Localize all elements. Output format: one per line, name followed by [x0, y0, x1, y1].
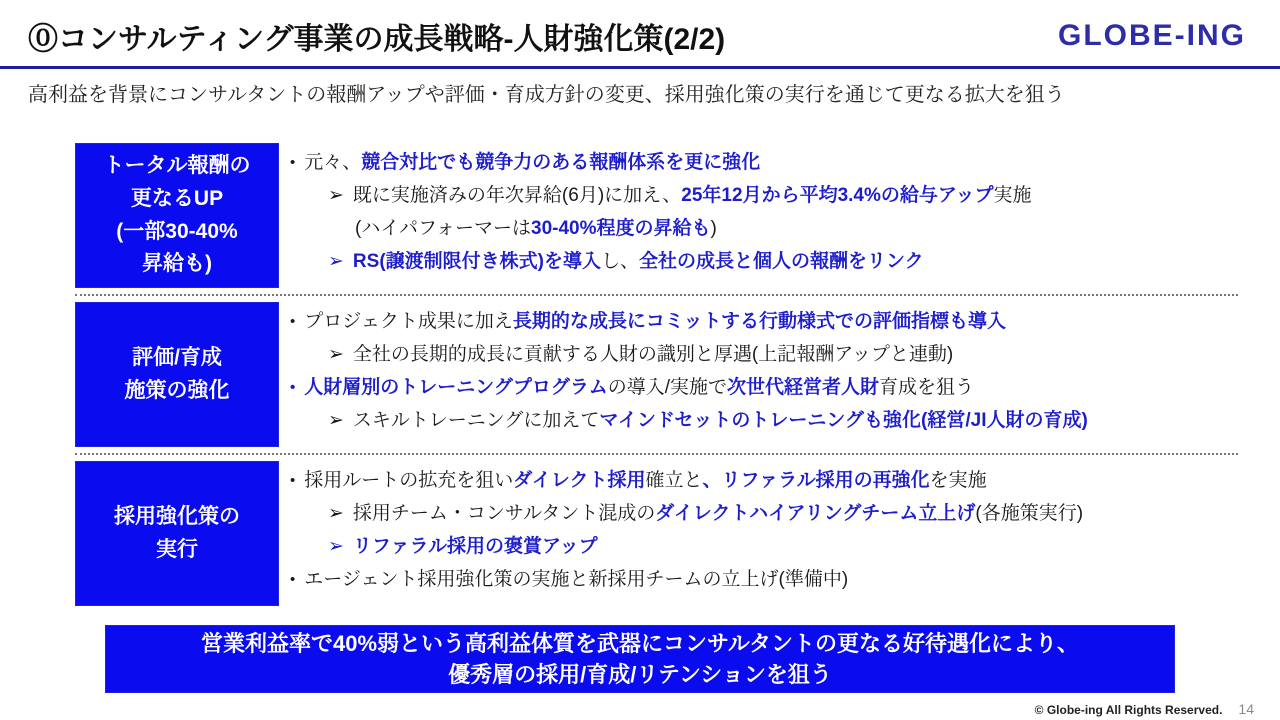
company-logo: GLOBE-ING	[1058, 19, 1246, 52]
page-title: ⓪コンサルティング事業の成長戦略-人財強化策(2/2)	[28, 23, 726, 56]
text-segment: RS(譲渡制限付き株式)を導入	[352, 251, 601, 272]
content-line	[288, 464, 1238, 497]
content-line	[288, 497, 1238, 530]
bullet-icon: •	[290, 154, 296, 171]
text-segment: ダイレクト採用	[513, 470, 646, 491]
text-segment: 25年12月から平均3.4%の給与アップ	[681, 185, 994, 206]
text-segment: スキルトレーニングに加えて	[352, 410, 600, 431]
section-label-line: 実行	[156, 537, 198, 561]
text-segment: 実施	[993, 185, 1032, 206]
page-number: 14	[1238, 701, 1254, 717]
text-segment: ダイレクトハイアリングチーム立上げ	[655, 503, 976, 524]
section-label-line: トータル報酬の	[103, 154, 251, 178]
section-label-box	[75, 302, 279, 447]
summary-banner	[105, 625, 1175, 693]
slide-subtitle: 高利益を背景にコンサルタントの報酬アップや評価・育成方針の変更、採用強化策の実行を通じて更なる拡大を狙う	[28, 84, 1065, 106]
content-line	[288, 404, 1238, 437]
content-line	[288, 338, 1238, 371]
bullet-icon: •	[290, 313, 296, 330]
text-segment: 人財層別のトレーニングプログラム	[304, 377, 608, 398]
arrow-icon: ➢	[328, 410, 344, 431]
content-line	[288, 563, 1238, 596]
sections-container	[75, 143, 1238, 606]
content-line	[288, 146, 1238, 179]
text-segment: (ハイパフォーマーは	[355, 218, 531, 239]
bullet-icon: •	[290, 571, 296, 588]
content-line	[288, 371, 1238, 404]
text-segment: リファラル採用の褒賞アップ	[352, 536, 598, 557]
section-label-line: 採用強化策の	[114, 504, 240, 528]
text-segment: 育成を狙う	[879, 377, 975, 398]
text-segment: )	[710, 218, 717, 239]
text-segment: 全社の成長と個人の報酬をリンク	[639, 251, 924, 272]
copyright-text: © Globe-ing All Rights Reserved.	[1034, 703, 1223, 717]
content-line	[288, 179, 1238, 212]
text-segment: 次世代経営者人財	[726, 377, 879, 398]
section-content	[288, 143, 1238, 288]
section-label-line: 更なるUP	[130, 186, 224, 210]
banner-line-2: 優秀層の採用/育成/リテンションを狙う	[448, 662, 832, 687]
slide-footer	[1035, 701, 1254, 717]
text-segment: 競合対比でも競争力のある報酬体系を更に強化	[361, 152, 761, 173]
section-row	[75, 302, 1238, 447]
section-label-box	[75, 461, 279, 606]
text-segment: 確立と	[645, 470, 703, 491]
arrow-icon: ➢	[328, 185, 344, 206]
slide-header	[0, 0, 1280, 66]
section-divider	[75, 453, 1238, 455]
banner-line-1: 営業利益率で40%弱という高利益体質を武器にコンサルタントの更なる好待遇化により、	[200, 631, 1080, 656]
text-segment: 、リファラル採用の再強化	[702, 470, 930, 491]
text-segment: 既に実施済みの年次昇給(6月)に加え、	[352, 185, 682, 206]
text-segment: 採用チーム・コンサルタント混成の	[352, 503, 656, 524]
text-segment: (各施策実行)	[975, 503, 1084, 524]
arrow-icon: ➢	[328, 344, 344, 365]
text-segment: 全社の長期的成長に貢献する人財の識別と厚遇(上記報酬アップと連動)	[352, 344, 954, 365]
text-segment: し、	[600, 251, 639, 272]
section-label-line: 評価/育成	[132, 345, 222, 369]
arrow-icon: ➢	[328, 536, 344, 557]
text-segment: 元々、	[304, 152, 362, 173]
text-segment: 30-40%程度の昇給も	[531, 218, 711, 239]
section-label-line: 施策の強化	[124, 378, 230, 402]
text-segment: の導入/実施で	[607, 377, 727, 398]
section-row	[75, 143, 1238, 288]
content-line	[288, 305, 1238, 338]
section-row	[75, 461, 1238, 606]
text-segment: エージェント採用強化策の実施と新採用チームの立上げ(準備中)	[304, 569, 849, 590]
bullet-icon: •	[290, 379, 296, 396]
section-label-line: (一部30-40%	[116, 219, 238, 243]
section-label-box	[75, 143, 279, 288]
text-segment: 長期的な成長にコミットする行動様式での評価指標も導入	[512, 311, 1006, 332]
content-line	[288, 245, 1238, 278]
text-segment: マインドセットのトレーニングも強化(経営/JI人財の育成)	[599, 410, 1088, 431]
text-segment: プロジェクト成果に加え	[304, 311, 513, 332]
content-line	[288, 212, 1238, 245]
content-line	[288, 530, 1238, 563]
text-segment: 採用ルートの拡充を狙い	[304, 470, 514, 491]
section-label-line: 昇給も)	[142, 252, 212, 276]
arrow-icon: ➢	[328, 503, 344, 524]
arrow-icon: ➢	[328, 251, 344, 272]
bullet-icon: •	[290, 472, 296, 489]
text-segment: を実施	[929, 470, 987, 491]
section-content	[288, 302, 1238, 447]
section-content	[288, 461, 1238, 606]
section-divider	[75, 294, 1238, 296]
